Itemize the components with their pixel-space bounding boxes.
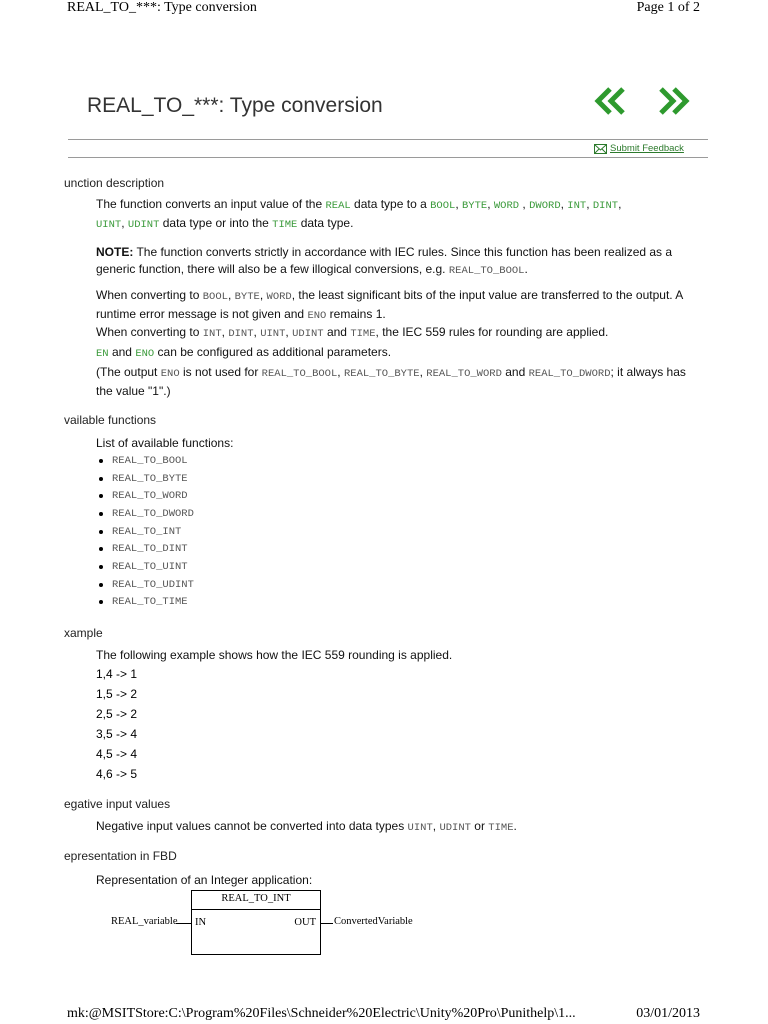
list-item: REAL_TO_UDINT xyxy=(99,576,194,594)
list-item: REAL_TO_BYTE xyxy=(99,470,194,488)
fbd-output-variable: ConvertedVariable xyxy=(334,916,413,927)
fbd-intro: Representation of an Integer application: xyxy=(96,873,313,887)
available-functions-list xyxy=(99,452,194,611)
fbd-input-wire xyxy=(176,923,191,924)
list-item: REAL_TO_TIME xyxy=(99,594,194,612)
envelope-icon xyxy=(594,144,607,154)
divider xyxy=(68,139,708,140)
conversion-rounding-paragraph: When converting to INT, DINT, UINT, UDINT and TIME, the IEC 559 rules for rounding are applied. xyxy=(96,325,609,340)
available-functions-intro: List of available functions: xyxy=(96,436,234,450)
example-row: 3,5 -> 4 xyxy=(96,727,138,741)
list-item: REAL_TO_UINT xyxy=(99,558,194,576)
list-item: REAL_TO_DWORD xyxy=(99,505,194,523)
print-header-title: REAL_TO_***: Type conversion xyxy=(67,0,257,15)
submit-feedback-label: Submit Feedback xyxy=(610,143,684,154)
print-page-number: Page 1 of 2 xyxy=(636,0,700,15)
negative-input-paragraph: Negative input values cannot be converted into data types UINT, UDINT or TIME. xyxy=(96,819,517,834)
list-item: REAL_TO_WORD xyxy=(99,487,194,505)
example-row: 4,6 -> 5 xyxy=(96,767,138,781)
submit-feedback-link[interactable] xyxy=(594,143,684,154)
list-item: REAL_TO_DINT xyxy=(99,540,194,558)
example-row: 2,5 -> 2 xyxy=(96,707,138,721)
description-paragraph: The function converts an input value of the REAL data type to a BOOL, BYTE, WORD , DWORD, INT, DINT, UINT, UDINT data type or into the TIME data type. xyxy=(96,197,622,231)
example-rows xyxy=(96,666,137,786)
fbd-input-variable: REAL_variable xyxy=(111,916,178,927)
example-intro: The following example shows how the IEC 559 rounding is applied. xyxy=(96,648,453,662)
example-row: 1,5 -> 2 xyxy=(96,687,138,701)
list-item: REAL_TO_INT xyxy=(99,523,194,541)
next-page-button[interactable] xyxy=(656,86,690,116)
eno-paragraph: (The output ENO is not used for REAL_TO_BOOL, REAL_TO_BYTE, REAL_TO_WORD and REAL_TO_DWORD; it always has the value "1".) xyxy=(96,365,686,398)
fbd-output-pin: OUT xyxy=(294,917,316,928)
divider xyxy=(68,157,708,158)
page-title: REAL_TO_***: Type conversion xyxy=(87,94,383,117)
note-paragraph: NOTE: The function converts strictly in accordance with IEC rules. Since this function has been realized as a generic function, there will also be a few illogical conversions, e.g. REAL_TO_BOOL. xyxy=(96,245,673,277)
section-heading-available-functions: vailable functions xyxy=(64,413,157,427)
list-item: REAL_TO_BOOL xyxy=(99,452,194,470)
parameters-paragraph: EN and ENO can be configured as additional parameters. xyxy=(96,345,392,360)
print-footer-path: mk:@MSITStore:C:\Program%20Files\Schneider%20Electric\Unity%20Pro\Punithelp\1... xyxy=(67,1006,576,1021)
double-chevron-left-icon xyxy=(594,86,628,116)
conversion-bits-paragraph: When converting to BOOL, BYTE, WORD, the least significant bits of the input value are transferred to the output. A runtime error message is not given and ENO remains 1. xyxy=(96,288,683,322)
fbd-function-block xyxy=(191,890,321,955)
fbd-output-wire xyxy=(320,923,333,924)
example-row: 1,4 -> 1 xyxy=(96,667,138,681)
fbd-block-name: REAL_TO_INT xyxy=(221,893,291,904)
section-heading-example: xample xyxy=(64,626,103,640)
previous-page-button[interactable] xyxy=(594,86,628,116)
example-row: 4,5 -> 4 xyxy=(96,747,138,761)
double-chevron-right-icon xyxy=(656,86,690,116)
section-heading-representation: epresentation in FBD xyxy=(64,849,177,863)
print-footer-date: 03/01/2013 xyxy=(636,1006,700,1021)
section-heading-negative-input: egative input values xyxy=(64,797,171,811)
fbd-input-pin: IN xyxy=(195,917,207,928)
section-heading-function-description: unction description xyxy=(64,176,165,190)
